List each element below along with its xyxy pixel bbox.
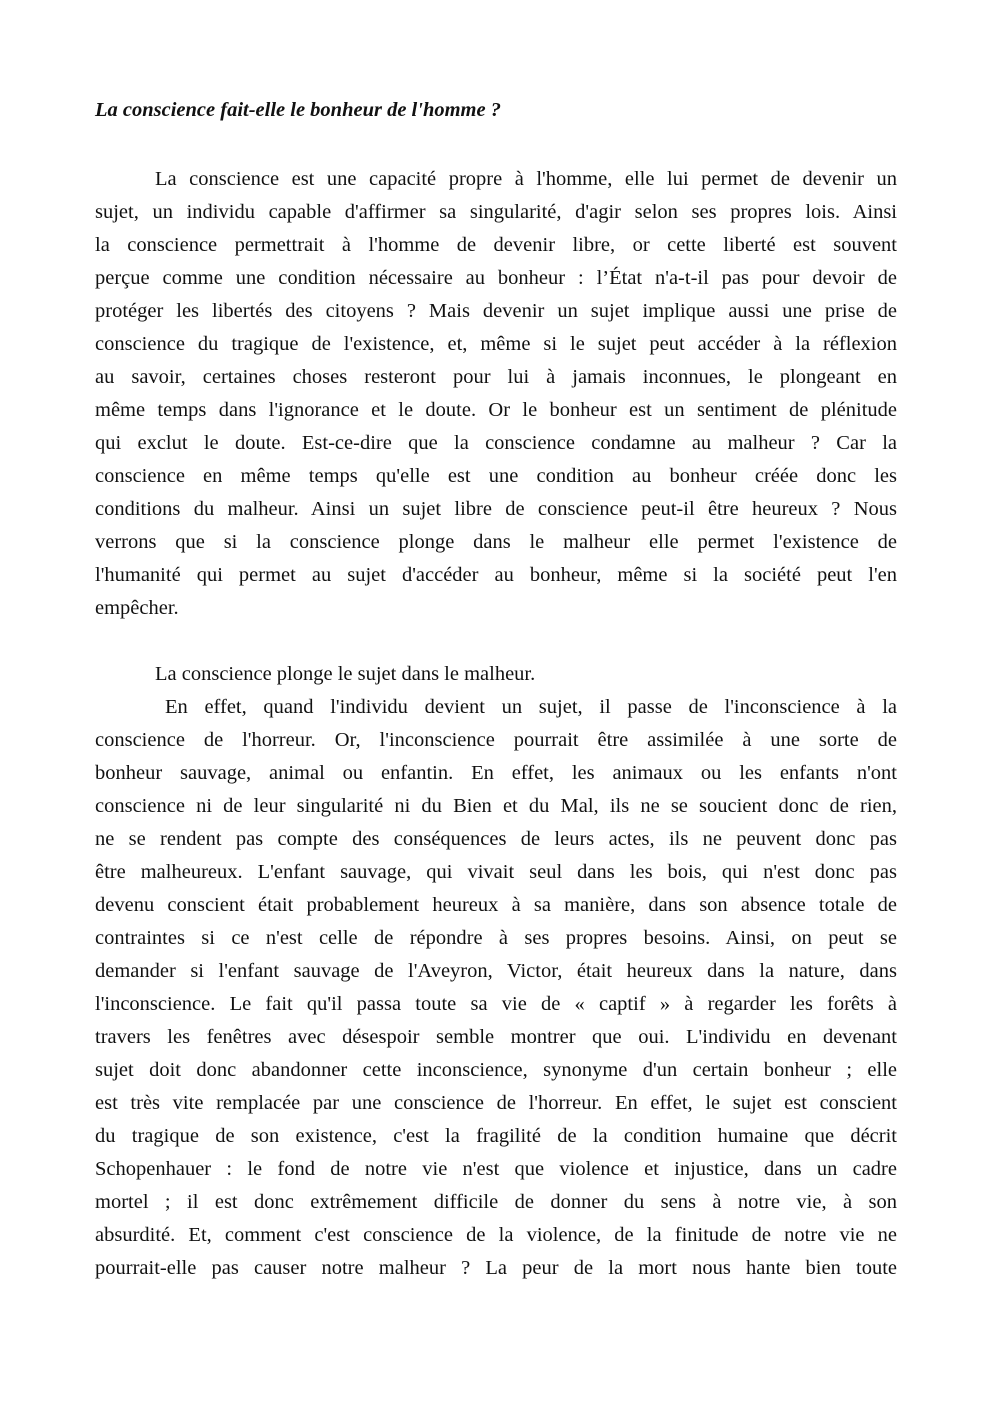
text-line: au savoir, certaines choses resteront pour lui à jamais inconnues, le plongeant en: [95, 366, 897, 388]
text-line: travers les fenêtres avec désespoir semble montrer que oui. L'individu en devenant: [95, 1026, 897, 1048]
section-heading: La conscience plonge le sujet dans le malheur.: [155, 663, 536, 685]
text-line: La conscience est une capacité propre à l'homme, elle lui permet de devenir un: [155, 168, 897, 190]
text-line: devenu conscient était probablement heureux à sa manière, dans son absence totale de: [95, 894, 897, 916]
text-line: conscience en même temps qu'elle est une condition au bonheur créée donc les: [95, 465, 897, 487]
text-line: conscience du tragique de l'existence, et, même si le sujet peut accéder à la réflexion: [95, 333, 897, 355]
text-line: contraintes si ce n'est celle de répondre à ses propres besoins. Ainsi, on peut se: [95, 927, 897, 949]
text-line: même temps dans l'ignorance et le doute. Or le bonheur est un sentiment de plénitude: [95, 399, 897, 421]
text-line: Schopenhauer : le fond de notre vie n'est que violence et injustice, dans un cadre: [95, 1158, 897, 1180]
text-line: mortel ; il est donc extrêmement difficile de donner du sens à notre vie, à son: [95, 1191, 897, 1213]
text-line: qui exclut le doute. Est-ce-dire que la conscience condamne au malheur ? Car la: [95, 432, 897, 454]
text-line: conscience de l'horreur. Or, l'inconscience pourrait être assimilée à une sorte de: [95, 729, 897, 751]
text-line: En effet, quand l'individu devient un sujet, il passe de l'inconscience à la: [165, 696, 897, 718]
text-line: l'inconscience. Le fait qu'il passa toute sa vie de « captif » à regarder les forêts à: [95, 993, 897, 1015]
text-line: absurdité. Et, comment c'est conscience de la violence, de la finitude de notre vie ne: [95, 1224, 897, 1246]
text-line: être malheureux. L'enfant sauvage, qui vivait seul dans les bois, qui n'est donc pas: [95, 861, 897, 883]
text-line: bonheur sauvage, animal ou enfantin. En effet, les animaux ou les enfants n'ont: [95, 762, 897, 784]
text-line: sujet doit donc abandonner cette inconscience, synonyme d'un certain bonheur ; elle: [95, 1059, 897, 1081]
text-line: conditions du malheur. Ainsi un sujet libre de conscience peut-il être heureux ? Nous: [95, 498, 897, 520]
text-line: protéger les libertés des citoyens ? Mais devenir un sujet implique aussi une prise de: [95, 300, 897, 322]
text-line: pourrait-elle pas causer notre malheur ? La peur de la mort nous hante bien toute: [95, 1257, 897, 1279]
text-line: conscience ni de leur singularité ni du Bien et du Mal, ils ne se soucient donc de rien,: [95, 795, 897, 817]
text-line: du tragique de son existence, c'est la fragilité de la condition humaine que décrit: [95, 1125, 897, 1147]
essay-title: La conscience fait-elle le bonheur de l'homme ?: [95, 99, 501, 121]
text-line: verrons que si la conscience plonge dans le malheur elle permet l'existence de: [95, 531, 897, 553]
text-line: sujet, un individu capable d'affirmer sa singularité, d'agir selon ses propres lois. Ainsi: [95, 201, 897, 223]
text-line: demander si l'enfant sauvage de l'Aveyron, Victor, était heureux dans la nature, dans: [95, 960, 897, 982]
text-line: l'humanité qui permet au sujet d'accéder au bonheur, même si la société peut l'en: [95, 564, 897, 586]
text-line: ne se rendent pas compte des conséquences de leurs actes, ils ne peuvent donc pas: [95, 828, 897, 850]
text-line: empêcher.: [95, 597, 179, 619]
text-line: est très vite remplacée par une conscience de l'horreur. En effet, le sujet est conscient: [95, 1092, 897, 1114]
text-line: perçue comme une condition nécessaire au bonheur : l’État n'a-t-il pas pour devoir de: [95, 267, 897, 289]
text-line: la conscience permettrait à l'homme de devenir libre, or cette liberté est souvent: [95, 234, 897, 256]
